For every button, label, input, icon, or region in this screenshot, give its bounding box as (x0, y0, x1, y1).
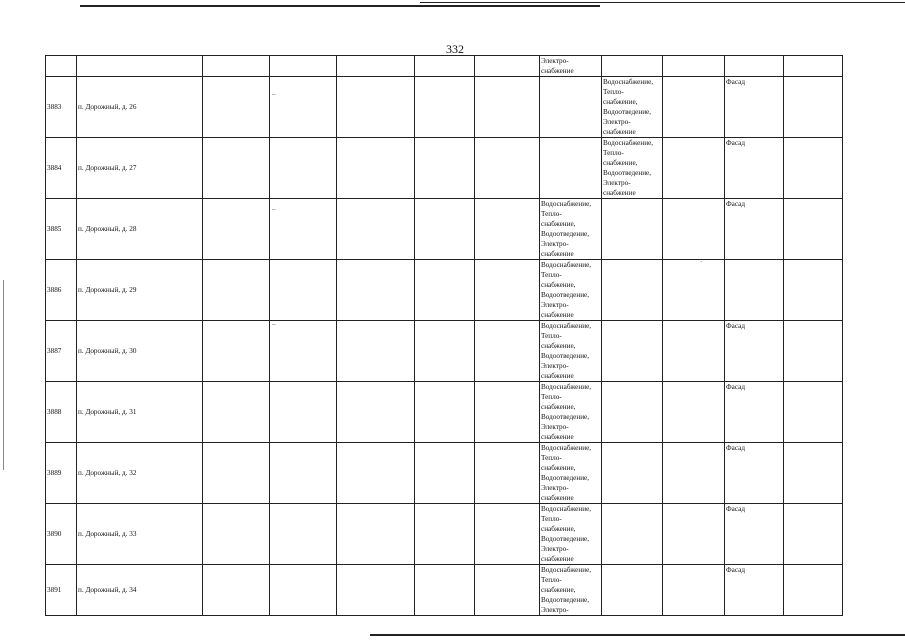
row-number: 3883 (46, 77, 77, 138)
utilities-cell: Водоснабжение, Тепло- снабжение, Водоотведение, Электро- снабжение (602, 138, 663, 199)
table-row-continuation (46, 56, 843, 77)
table-row (46, 565, 843, 616)
table-row (46, 138, 843, 199)
scan-mark: – (272, 90, 276, 98)
page-number: 332 (446, 42, 464, 56)
scan-edge-left (3, 280, 4, 470)
row-number: 3890 (46, 504, 77, 565)
table-row (46, 443, 843, 504)
table-row (46, 77, 843, 138)
scan-mark: – (272, 205, 276, 213)
register-body (46, 56, 843, 616)
utilities-cell: Водоснабжение, Тепло- снабжение, Водоотведение, Электро- снабжение (540, 199, 602, 260)
scan-mark: – (272, 320, 276, 328)
address-cell: п. Дорожный, д. 31 (77, 382, 203, 443)
scan-mark: · (700, 258, 703, 266)
element-cell: Фасад (725, 321, 784, 382)
element-cell: Фасад (725, 504, 784, 565)
element-cell: Фасад (725, 199, 784, 260)
row-number: 3885 (46, 199, 77, 260)
address-cell: п. Дорожный, д. 29 (77, 260, 203, 321)
address-cell: п. Дорожный, д. 30 (77, 321, 203, 382)
address-cell: п. Дорожный, д. 26 (77, 77, 203, 138)
element-cell: Фасад (725, 138, 784, 199)
row-number: 3886 (46, 260, 77, 321)
element-cell: Фасад (725, 565, 784, 616)
utilities-cell: Водоснабжение, Тепло- снабжение, Водоотведение, Электро- снабжение (540, 443, 602, 504)
table-row (46, 260, 843, 321)
scan-edge-bottom (370, 634, 905, 636)
element-cell: Фасад (725, 77, 784, 138)
address-cell: п. Дорожный, д. 27 (77, 138, 203, 199)
utilities-cell: Водоснабжение, Тепло- снабжение, Водоотведение, Электро- снабжение (602, 77, 663, 138)
row-number: 3889 (46, 443, 77, 504)
utilities-cell: Водоснабжение, Тепло- снабжение, Водоотведение, Электро- снабжение (540, 321, 602, 382)
address-cell: п. Дорожный, д. 34 (77, 565, 203, 616)
row-number: 3884 (46, 138, 77, 199)
row-number: 3887 (46, 321, 77, 382)
row-number: 3891 (46, 565, 77, 616)
element-cell: Фасад (725, 382, 784, 443)
utilities-cell: Водоснабжение, Тепло- снабжение, Водоотведение, Электро- (540, 565, 602, 616)
utilities-cell: Водоснабжение, Тепло- снабжение, Водоотведение, Электро- снабжение (540, 382, 602, 443)
table-row (46, 321, 843, 382)
utilities-cell: Водоснабжение, Тепло- снабжение, Водоотведение, Электро- снабжение (540, 260, 602, 321)
continuation-cell: Электро- снабжение (540, 56, 602, 77)
address-cell: п. Дорожный, д. 32 (77, 443, 203, 504)
register-table (45, 55, 843, 616)
utilities-cell: Водоснабжение, Тепло- снабжение, Водоотведение, Электро- снабжение (540, 504, 602, 565)
table-row (46, 504, 843, 565)
table-row (46, 199, 843, 260)
address-cell: п. Дорожный, д. 33 (77, 504, 203, 565)
element-cell: Фасад (725, 443, 784, 504)
scan-edge-top (80, 5, 600, 7)
address-cell: п. Дорожный, д. 28 (77, 199, 203, 260)
scan-edge-top-right (420, 2, 905, 3)
table-row (46, 382, 843, 443)
row-number: 3888 (46, 382, 77, 443)
